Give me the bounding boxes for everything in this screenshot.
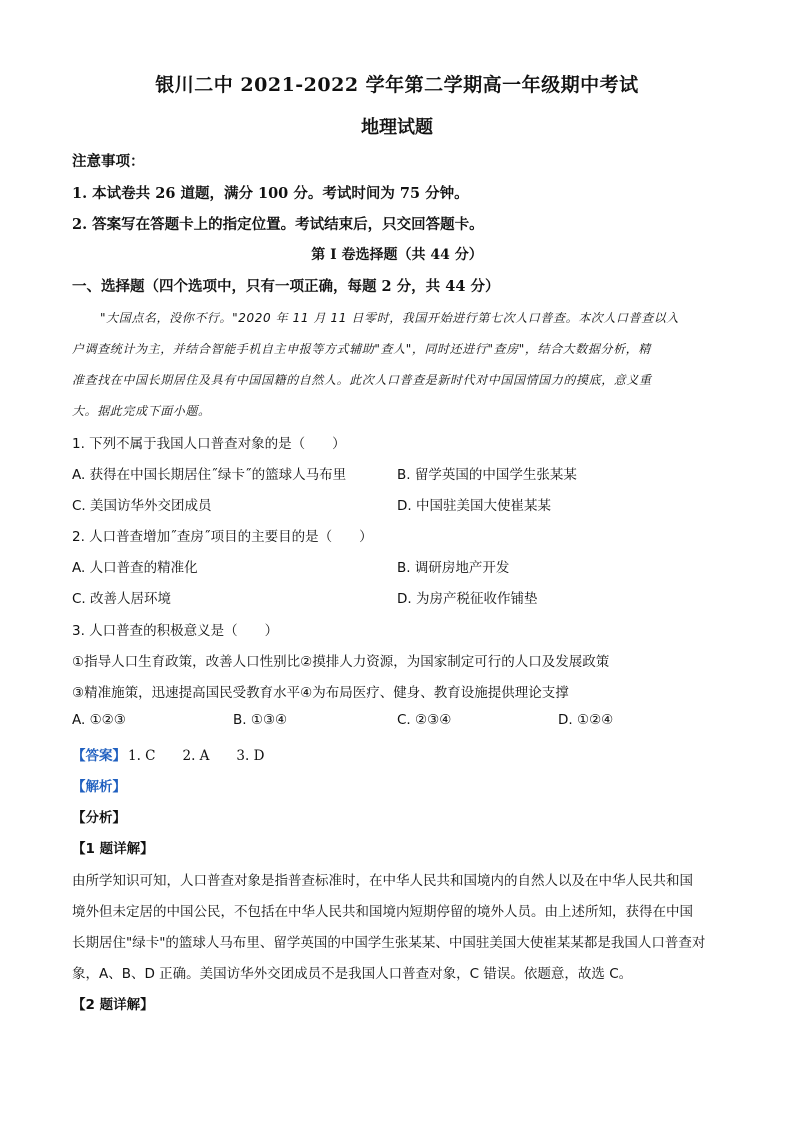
section-title: 第 I 卷选择题（共 44 分） bbox=[311, 247, 483, 263]
detail-2-tag: 【2 题详解】 bbox=[72, 997, 154, 1013]
question-2-option-d: D. 为房产税征收作铺垫 bbox=[397, 591, 538, 607]
question-3-option-b: B. ①③④ bbox=[233, 712, 288, 728]
detail-1-line-3: 长期居住"绿卡"的篮球人马布里、留学英国的中国学生张某某、中国驻美国大使崔某某都是我国人口普查对 bbox=[72, 935, 706, 951]
question-1-option-d: D. 中国驻美国大使崔某某 bbox=[397, 498, 551, 514]
question-3-option-d: D. ①②④ bbox=[558, 712, 614, 728]
part-heading: 一、选择题（四个选项中，只有一项正确，每题 2 分，共 44 分） bbox=[72, 278, 500, 295]
question-2-option-a: A. 人口普查的精准化 bbox=[72, 560, 198, 576]
passage-line-2: 户调查统计为主，并结合智能手机自主申报等方式辅助"查人"，同时还进行"查房"，结合大数据分析，精 bbox=[72, 342, 651, 356]
question-1-stem: 1. 下列不属于我国人口普查对象的是（ ） bbox=[72, 436, 346, 452]
question-1-option-a: A. 获得在中国长期居住˝绿卡˝的篮球人马布里 bbox=[72, 467, 347, 483]
detail-1-line-4: 象，A、B、D 正确。美国访华外交团成员不是我国人口普查对象，C 错误。依题意，故选 C。 bbox=[72, 966, 633, 982]
notice-heading: 注意事项： bbox=[72, 153, 145, 170]
passage-line-4: 大。据此完成下面小题。 bbox=[72, 404, 211, 418]
exam-subtitle: 地理试题 bbox=[361, 117, 433, 138]
question-3-statement-line-2: ③精准施策，迅速提高国民受教育水平④为布局医疗、健身、教育设施提供理论支撑 bbox=[72, 685, 569, 701]
exam-title: 银川二中 2021-2022 学年第二学期高一年级期中考试 bbox=[155, 74, 639, 96]
question-3-option-c: C. ②③④ bbox=[397, 712, 452, 728]
detail-1-line-1: 由所学知识可知，人口普查对象是指普查标准时，在中华人民共和国境内的自然人以及在中华人民共和国 bbox=[72, 873, 693, 889]
question-3-statement-line-1: ①指导人口生育政策，改善人口性别比②摸排人力资源，为国家制定可行的人口及发展政策 bbox=[72, 654, 610, 670]
question-2-option-c: C. 改善人居环境 bbox=[72, 591, 172, 607]
detail-1-tag: 【1 题详解】 bbox=[72, 841, 154, 857]
notice-item-2: 2. 答案写在答题卡上的指定位置。考试结束后，只交回答题卡。 bbox=[72, 216, 484, 233]
answer-tag: 【答案】 bbox=[72, 748, 126, 764]
passage-line-3: 准查找在中国长期居住及具有中国国籍的自然人。此次人口普查是新时代对中国国情国力的摸底，意义重 bbox=[72, 373, 652, 387]
question-3-option-a: A. ①②③ bbox=[72, 712, 126, 728]
question-1-option-b: B. 留学英国的中国学生张某某 bbox=[397, 467, 577, 483]
question-3-stem: 3. 人口普查的积极意义是（ ） bbox=[72, 623, 279, 639]
notice-item-1: 1. 本试卷共 26 道题，满分 100 分。考试时间为 75 分钟。 bbox=[72, 185, 469, 202]
fenxi-tag: 【分析】 bbox=[72, 810, 126, 826]
question-2-stem: 2. 人口普查增加˝查房˝项目的主要目的是（ ） bbox=[72, 529, 373, 545]
answer-values: 1. C 2. A 3. D bbox=[128, 748, 265, 764]
passage-line-1: "大国点名，没你不行。"2020 年 11 月 11 日零时，我国开始进行第七次人口普查。本次人口普查以入 bbox=[100, 311, 679, 325]
analysis-tag: 【解析】 bbox=[72, 779, 126, 795]
detail-1-line-2: 境外但未定居的中国公民，不包括在中华人民共和国境内短期停留的境外人员。由上述所知，获得在中国 bbox=[72, 904, 693, 920]
question-2-option-b: B. 调研房地产开发 bbox=[397, 560, 510, 576]
question-1-option-c: C. 美国访华外交团成员 bbox=[72, 498, 212, 514]
